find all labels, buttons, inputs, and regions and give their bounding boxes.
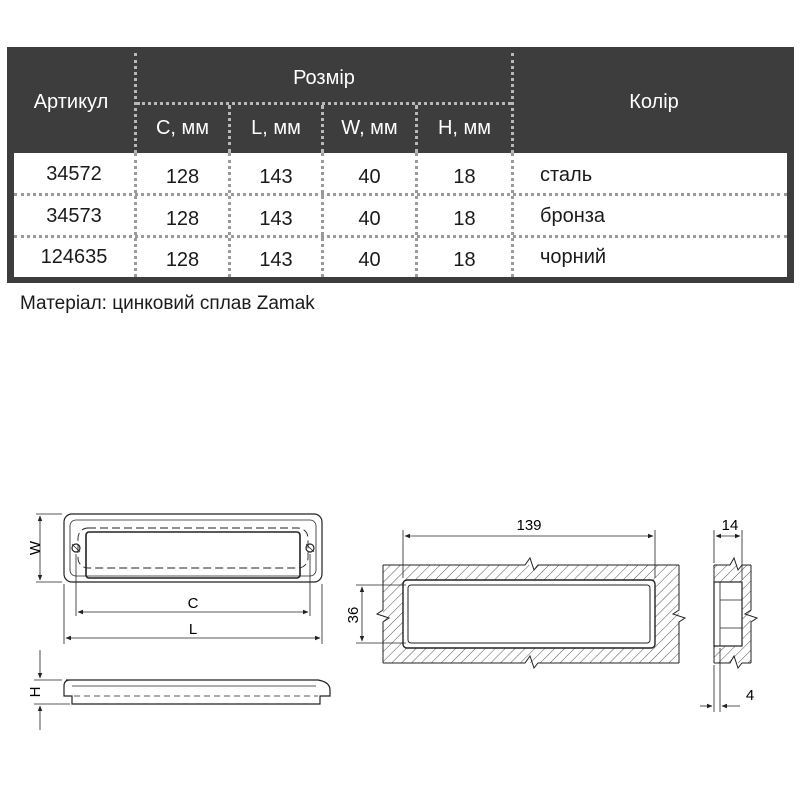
row-divider [14,235,787,238]
cutout-view [377,558,685,668]
cell-color: бронза [540,205,606,227]
table-header [7,47,794,153]
cell-c: 128 [165,208,200,230]
cell-l: 143 [259,166,293,188]
cell-color: сталь [540,164,593,186]
cell-w: 40 [358,166,381,188]
header-col-w: W, мм [341,117,398,139]
cell-article: 34572 [46,163,102,185]
section-depth-label: 14 [721,517,739,534]
spec-table [7,47,794,283]
header-size: Розмір [293,67,355,89]
header-color: Колір [629,91,679,113]
cell-l: 143 [259,249,293,271]
cell-color: чорний [540,246,607,268]
table-body [14,153,787,277]
row-divider [14,193,787,196]
side-h-label: H [27,686,44,698]
header-divider [137,102,511,105]
front-view [64,514,322,582]
section-lip-label: 4 [745,687,755,704]
side-view [64,680,330,704]
cell-h: 18 [453,166,476,188]
table-body-frame [7,153,794,283]
material-note: Матеріал: цинковий сплав Zamak [20,293,315,314]
cell-h: 18 [453,249,476,271]
cell-article: 34573 [46,205,102,227]
header-col-h: H, мм [437,117,492,139]
header-col-c: C, мм [155,117,210,139]
cell-w: 40 [358,208,381,230]
cell-c: 128 [165,249,200,271]
cell-w: 40 [358,249,381,271]
cutout-height-label: 36 [345,606,362,624]
cell-c: 128 [165,166,200,188]
cell-h: 18 [453,208,476,230]
cell-article: 124635 [40,246,108,268]
col-divider [511,153,514,277]
header-article: Артикул [33,91,109,113]
header-col-l: L, мм [251,117,301,139]
section-view [714,558,757,668]
cell-l: 143 [259,208,293,230]
front-c-label: C [187,595,199,612]
cutout-width-label: 139 [516,517,542,534]
front-l-label: L [188,621,198,638]
front-w-label: W [27,540,44,556]
technical-drawing [0,490,800,730]
